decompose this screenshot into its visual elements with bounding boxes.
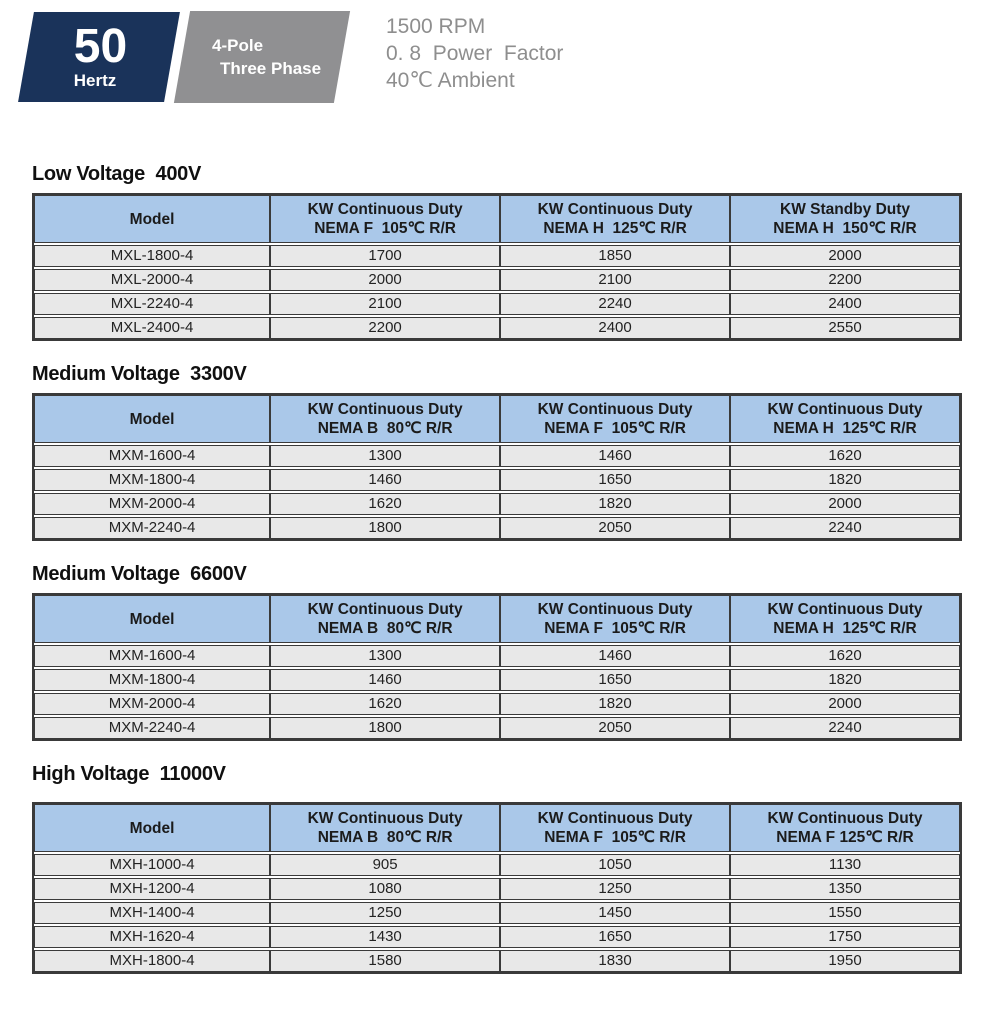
kw-rating-cell: 1550 — [730, 902, 960, 924]
frequency-value: 50 — [74, 20, 128, 73]
spec-power-factor: 0. 8 Power Factor — [386, 42, 564, 65]
column-header-line2: NEMA F 105℃ R/R — [544, 829, 686, 846]
column-header-line2: NEMA B 80℃ R/R — [317, 620, 453, 637]
kw-rating-cell: 2550 — [730, 317, 960, 339]
model-cell: MXH-1620-4 — [34, 926, 270, 948]
model-cell: MXM-2000-4 — [34, 693, 270, 715]
column-header-line1: Model — [129, 610, 175, 628]
model-cell: MXH-1200-4 — [34, 878, 270, 900]
table-row — [34, 693, 960, 715]
kw-rating-cell: 2100 — [270, 293, 500, 315]
kw-rating-cell: 1620 — [730, 645, 960, 667]
kw-rating-cell: 1300 — [270, 445, 500, 467]
model-column-header — [34, 195, 270, 243]
table-row — [34, 493, 960, 515]
section-title: High Voltage 11000V — [32, 763, 226, 785]
model-cell: MXM-1800-4 — [34, 469, 270, 491]
model-cell: MXL-2240-4 — [34, 293, 270, 315]
table-row — [34, 669, 960, 691]
table-row — [34, 445, 960, 467]
rating-column-header — [270, 395, 500, 443]
table-row — [34, 717, 960, 739]
kw-rating-cell: 1460 — [500, 645, 730, 667]
rating-column-header — [730, 395, 960, 443]
column-header-line2: NEMA F 105℃ R/R — [544, 620, 686, 637]
kw-rating-cell: 2050 — [500, 717, 730, 739]
model-cell: MXL-2400-4 — [34, 317, 270, 339]
column-header-line1: KW Standby Duty — [780, 201, 911, 218]
kw-rating-cell: 905 — [270, 854, 500, 876]
kw-rating-cell: 2050 — [500, 517, 730, 539]
kw-rating-cell: 1430 — [270, 926, 500, 948]
kw-rating-cell: 2240 — [500, 293, 730, 315]
kw-rating-cell: 1460 — [500, 445, 730, 467]
kw-rating-cell: 1080 — [270, 878, 500, 900]
rating-column-header — [730, 195, 960, 243]
spec-table-wrapper — [32, 593, 962, 741]
kw-rating-cell: 1350 — [730, 878, 960, 900]
model-cell: MXM-1600-4 — [34, 645, 270, 667]
kw-rating-cell: 1820 — [500, 693, 730, 715]
kw-rating-cell: 1700 — [270, 245, 500, 267]
column-header-line1: Model — [129, 210, 175, 228]
kw-rating-cell: 1820 — [730, 669, 960, 691]
kw-rating-cell: 2000 — [730, 693, 960, 715]
header-row — [34, 595, 960, 643]
column-header-line1: KW Continuous Duty — [307, 401, 463, 418]
rating-column-header — [270, 195, 500, 243]
model-cell: MXL-1800-4 — [34, 245, 270, 267]
kw-rating-cell: 2240 — [730, 517, 960, 539]
table-row — [34, 469, 960, 491]
kw-rating-cell: 1130 — [730, 854, 960, 876]
table-row — [34, 926, 960, 948]
header-row — [34, 395, 960, 443]
model-column-header — [34, 595, 270, 643]
model-cell: MXH-1000-4 — [34, 854, 270, 876]
kw-rating-cell: 1800 — [270, 717, 500, 739]
rating-column-header — [730, 804, 960, 852]
kw-rating-cell: 1620 — [270, 693, 500, 715]
column-header-line2: NEMA H 125℃ R/R — [773, 420, 917, 437]
model-cell: MXM-1600-4 — [34, 445, 270, 467]
pole-label: 4-Pole — [212, 36, 264, 55]
model-column-header — [34, 804, 270, 852]
kw-rating-cell: 1620 — [270, 493, 500, 515]
column-header-line1: KW Continuous Duty — [537, 601, 693, 618]
kw-rating-cell: 2200 — [270, 317, 500, 339]
kw-rating-cell: 2000 — [270, 269, 500, 291]
table-row — [34, 269, 960, 291]
table-row — [34, 645, 960, 667]
kw-rating-cell: 1620 — [730, 445, 960, 467]
column-header-line2: NEMA H 125℃ R/R — [543, 220, 687, 237]
kw-rating-cell: 1950 — [730, 950, 960, 972]
rating-column-header — [270, 804, 500, 852]
spec-table — [34, 393, 960, 541]
kw-rating-cell: 1450 — [500, 902, 730, 924]
header-row — [34, 804, 960, 852]
spec-summary — [386, 12, 563, 94]
kw-rating-cell: 2100 — [500, 269, 730, 291]
column-header-line2: NEMA F 105℃ R/R — [544, 420, 686, 437]
phase-label: Three Phase — [219, 59, 322, 78]
table-row — [34, 317, 960, 339]
section-title: Low Voltage 400V — [32, 163, 202, 185]
column-header-line1: KW Continuous Duty — [537, 401, 693, 418]
rating-column-header — [730, 595, 960, 643]
header-badge-row — [0, 0, 985, 103]
kw-rating-cell: 1250 — [500, 878, 730, 900]
model-cell: MXH-1800-4 — [34, 950, 270, 972]
kw-rating-cell: 1650 — [500, 669, 730, 691]
kw-rating-cell: 1820 — [730, 469, 960, 491]
kw-rating-cell: 1580 — [270, 950, 500, 972]
section-high-voltage-11000v — [32, 763, 962, 974]
kw-rating-cell: 1460 — [270, 669, 500, 691]
spec-table-wrapper — [32, 193, 962, 341]
column-header-line2: NEMA F 105℃ R/R — [314, 220, 456, 237]
pole-phase-badge — [174, 11, 350, 103]
spec-ambient: 40℃ Ambient — [386, 69, 515, 92]
rating-column-header — [500, 804, 730, 852]
section-title: Medium Voltage 6600V — [32, 563, 247, 585]
column-header-line1: KW Continuous Duty — [307, 201, 463, 218]
kw-rating-cell: 2200 — [730, 269, 960, 291]
kw-rating-cell: 2000 — [730, 245, 960, 267]
frequency-badge — [18, 12, 180, 102]
column-header-line1: KW Continuous Duty — [307, 601, 463, 618]
model-cell: MXM-2000-4 — [34, 493, 270, 515]
column-header-line1: Model — [129, 410, 175, 428]
spec-rpm: 1500 RPM — [386, 15, 486, 38]
table-row — [34, 293, 960, 315]
column-header-line2: NEMA B 80℃ R/R — [317, 420, 453, 437]
model-cell: MXM-1800-4 — [34, 669, 270, 691]
rating-column-header — [500, 395, 730, 443]
column-header-line1: KW Continuous Duty — [307, 810, 463, 827]
kw-rating-cell: 2400 — [500, 317, 730, 339]
column-header-line1: KW Continuous Duty — [767, 810, 923, 827]
kw-rating-cell: 1250 — [270, 902, 500, 924]
table-row — [34, 950, 960, 972]
spec-table-wrapper — [32, 802, 962, 974]
section-medium-voltage-6600v — [32, 563, 962, 741]
kw-rating-cell: 1800 — [270, 517, 500, 539]
kw-rating-cell: 1650 — [500, 926, 730, 948]
model-cell: MXH-1400-4 — [34, 902, 270, 924]
table-row — [34, 902, 960, 924]
section-medium-voltage-3300v — [32, 363, 962, 541]
table-row — [34, 245, 960, 267]
model-cell: MXM-2240-4 — [34, 717, 270, 739]
kw-rating-cell: 1850 — [500, 245, 730, 267]
rating-column-header — [500, 195, 730, 243]
kw-rating-cell: 1750 — [730, 926, 960, 948]
column-header-line2: NEMA H 150℃ R/R — [773, 220, 917, 237]
model-cell: MXL-2000-4 — [34, 269, 270, 291]
column-header-line1: KW Continuous Duty — [537, 201, 693, 218]
kw-rating-cell: 1650 — [500, 469, 730, 491]
kw-rating-cell: 1050 — [500, 854, 730, 876]
table-row — [34, 878, 960, 900]
section-low-voltage-400v — [32, 163, 962, 341]
column-header-line1: KW Continuous Duty — [537, 810, 693, 827]
kw-rating-cell: 2240 — [730, 717, 960, 739]
spec-table — [34, 593, 960, 741]
kw-rating-cell: 2000 — [730, 493, 960, 515]
column-header-line2: NEMA H 125℃ R/R — [773, 620, 917, 637]
spec-table — [34, 193, 960, 341]
kw-rating-cell: 1820 — [500, 493, 730, 515]
spec-table — [34, 802, 960, 974]
spec-table-wrapper — [32, 393, 962, 541]
frequency-unit: Hertz — [73, 71, 117, 90]
header-row — [34, 195, 960, 243]
kw-rating-cell: 1830 — [500, 950, 730, 972]
column-header-line1: KW Continuous Duty — [767, 401, 923, 418]
section-title: Medium Voltage 3300V — [32, 363, 247, 385]
table-row — [34, 854, 960, 876]
column-header-line1: Model — [129, 819, 175, 837]
rating-column-header — [500, 595, 730, 643]
kw-rating-cell: 2400 — [730, 293, 960, 315]
rating-column-header — [270, 595, 500, 643]
column-header-line2: NEMA F 125℃ R/R — [776, 829, 914, 846]
table-row — [34, 517, 960, 539]
kw-rating-cell: 1460 — [270, 469, 500, 491]
kw-rating-cell: 1300 — [270, 645, 500, 667]
model-column-header — [34, 395, 270, 443]
column-header-line2: NEMA B 80℃ R/R — [317, 829, 453, 846]
voltage-sections — [0, 163, 985, 974]
model-cell: MXM-2240-4 — [34, 517, 270, 539]
column-header-line1: KW Continuous Duty — [767, 601, 923, 618]
